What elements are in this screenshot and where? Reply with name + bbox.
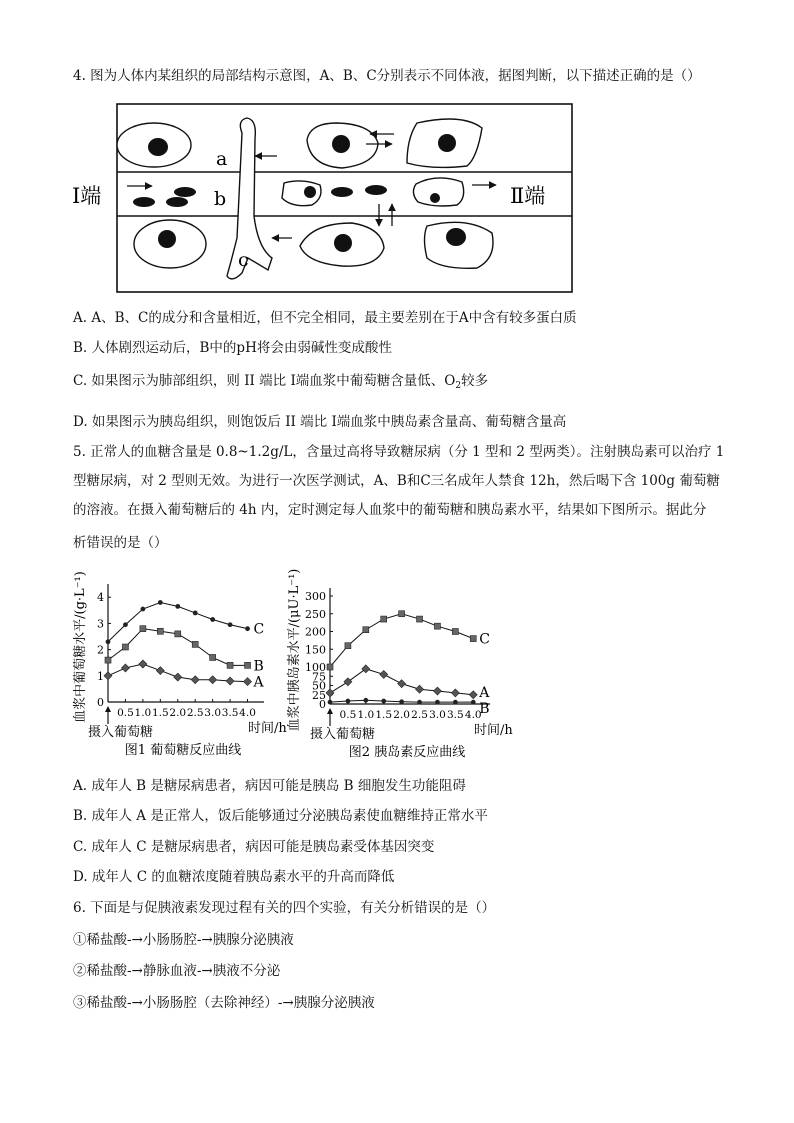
point-C <box>399 611 405 617</box>
y-tick-label: 150 <box>305 643 326 657</box>
x-tick-label: 1.0 <box>134 707 152 719</box>
label-b: b <box>214 188 227 210</box>
intake-arrow-head <box>105 706 111 712</box>
x-tick-label: 3.5 <box>221 707 239 719</box>
x-axis-label: 时间/h <box>248 721 287 736</box>
point-A <box>451 689 459 697</box>
point-A <box>326 689 334 697</box>
point-B <box>381 699 386 704</box>
x-tick-label: 3.5 <box>446 709 464 721</box>
label-right-end: Ⅱ端 <box>510 184 546 208</box>
glucose-chart <box>72 562 287 762</box>
point-C <box>470 636 476 642</box>
x-annotation: 摄入葡萄糖 <box>310 727 376 742</box>
q5-option-c: C. 成年人 C 是糖尿病患者，病因可能是胰岛素受体基因突变 <box>73 839 435 855</box>
series-label-C: C <box>479 631 490 648</box>
x-tick-label: 1.5 <box>375 709 393 721</box>
y-tick-label: 1 <box>97 669 104 683</box>
point-A <box>433 687 441 695</box>
point-B <box>192 641 198 647</box>
q5-stem-1: 5. 正常人的血糖含量是 0.8~1.2g/L，含量过高将导致糖尿病（分 1 型和 2 型两类）。注射胰岛素可以治疗 1 <box>73 444 725 460</box>
point-C <box>175 604 180 609</box>
point-A <box>344 678 352 686</box>
point-A <box>380 670 388 678</box>
label-left-end: Ⅰ端 <box>72 184 102 208</box>
point-B <box>346 699 351 704</box>
point-B <box>140 626 146 632</box>
chart-title: 图1 葡萄糖反应曲线 <box>124 743 242 758</box>
point-B <box>453 700 458 705</box>
x-tick-label: 2.0 <box>393 709 410 721</box>
q5-option-a: A. 成年人 B 是糖尿病患者，病因可能是胰岛 B 细胞发生功能阻碍 <box>73 778 466 794</box>
q5-stem-4: 析错误的是（） <box>73 535 168 551</box>
point-C <box>140 607 145 612</box>
insulin-chart <box>286 562 516 762</box>
point-A <box>398 680 406 688</box>
y-tick-label: 3 <box>97 617 104 631</box>
point-A <box>174 673 182 681</box>
point-A <box>209 676 217 684</box>
point-C <box>417 616 423 622</box>
label-c: c <box>238 249 249 271</box>
y-axis-label: 血浆中胰岛素水平/(μU·L⁻¹) <box>287 568 302 732</box>
point-B <box>227 662 233 668</box>
point-C <box>345 643 351 649</box>
x-tick-label: 3.0 <box>429 709 446 721</box>
point-A <box>156 667 164 675</box>
point-A <box>121 664 129 672</box>
q6-stem: 6. 下面是与促胰液素发现过程有关的四个实验，有关分析错误的是（） <box>73 900 496 916</box>
point-C <box>327 664 333 670</box>
y-tick-label: 2 <box>97 643 104 657</box>
x-tick-label: 1.5 <box>151 707 169 719</box>
point-C <box>193 611 198 616</box>
point-C <box>381 616 387 622</box>
label-a: a <box>216 148 228 170</box>
q6-exp-3: ③稀盐酸-→小肠肠腔（去除神经）-→胰腺分泌胰液 <box>73 995 375 1011</box>
x-axis-label: 时间/h <box>474 723 513 738</box>
series-label-A: A <box>253 674 264 691</box>
tissue-diagram <box>72 98 582 298</box>
point-B <box>417 700 422 705</box>
point-B <box>157 628 163 634</box>
point-B <box>210 654 216 660</box>
point-B <box>122 644 128 650</box>
point-A <box>191 676 199 684</box>
intake-arrow-head <box>327 708 333 714</box>
x-tick-label: 0.5 <box>339 709 357 721</box>
point-A <box>226 677 234 685</box>
point-B <box>363 698 368 703</box>
y-tick-label: 0 <box>319 698 326 711</box>
point-C <box>434 623 440 629</box>
series-line-C <box>330 614 473 667</box>
point-B <box>175 631 181 637</box>
x-tick-label: 1.0 <box>357 709 375 721</box>
point-A <box>416 685 424 693</box>
x-tick-label: 3.0 <box>204 707 222 719</box>
point-B <box>435 700 440 705</box>
q5-option-b: B. 成年人 A 是正常人，饭后能够通过分泌胰岛素使血糖维持正常水平 <box>73 808 488 824</box>
y-tick-label: 300 <box>305 590 326 603</box>
q4-option-d: D. 如果图示为胰岛组织，则饱饭后 II 端比 I端血浆中胰岛素含量高、葡萄糖含量高 <box>73 414 567 430</box>
y-tick-label: 250 <box>305 607 326 621</box>
point-C <box>452 629 458 635</box>
point-B <box>399 699 404 704</box>
series-label-B: B <box>479 701 490 718</box>
q5-option-d: D. 成年人 C 的血糖浓度随着胰岛素水平的升高而降低 <box>73 869 395 885</box>
chart-title: 图2 胰岛素反应曲线 <box>348 745 466 760</box>
point-A <box>469 691 477 699</box>
y-tick-label: 25 <box>312 688 326 702</box>
x-tick-label: 4.0 <box>464 709 482 721</box>
point-C <box>158 600 163 605</box>
series-label-B: B <box>253 658 264 675</box>
point-B <box>328 700 333 705</box>
y-tick-label: 50 <box>312 679 326 693</box>
y-axis-label: 血浆中葡萄糖水平/(g·L⁻¹) <box>73 571 88 723</box>
q4-option-a: A. A、B、C的成分和含量相近，但不完全相同，最主要差别在于A中含有较多蛋白质 <box>73 310 577 326</box>
series-label-A: A <box>479 684 490 701</box>
point-C <box>245 626 250 631</box>
point-A <box>104 672 112 680</box>
q4-option-c: C. 如果图示为肺部组织，则 II 端比 I端血浆中葡萄糖含量低、$O_2$较多 <box>73 373 489 391</box>
y-tick-label: 75 <box>312 670 326 684</box>
point-B <box>471 700 476 705</box>
point-B <box>105 657 111 663</box>
x-tick-label: 2.5 <box>186 707 204 719</box>
x-tick-label: 2.0 <box>169 707 187 719</box>
q5-stem-2: 型糖尿病，对 2 型则无效。为进行一次医学测试，A、B和C三名成年人禁食 12h，然后喝下含 100g 葡萄糖 <box>73 473 720 489</box>
x-tick-label: 0.5 <box>117 707 134 719</box>
q5-stem-3: 的溶液。在摄入葡萄糖后的 4h 内，定时测定每人血浆中的葡萄糖和胰岛素水平，结果如下图所示。据此分 <box>73 502 707 518</box>
point-A <box>244 678 252 686</box>
y-tick-label: 200 <box>305 625 326 639</box>
q4-option-b: B. 人体剧烈运动后，B中的pH将会由弱碱性变成酸性 <box>73 340 392 356</box>
y-tick-label: 0 <box>97 696 104 709</box>
x-annotation: 摄入葡萄糖 <box>88 725 154 740</box>
x-tick-label: 4.0 <box>239 707 256 719</box>
point-C <box>106 639 111 644</box>
series-label-C: C <box>253 621 265 638</box>
q4-stem: 4. 图为人体内某组织的局部结构示意图，A、B、C分别表示不同体液，据图判断，以下描述正确的是（） <box>73 68 701 84</box>
point-C <box>123 622 128 627</box>
x-tick-label: 2.5 <box>411 709 428 721</box>
point-C <box>210 617 215 622</box>
point-B <box>245 662 251 668</box>
q6-exp-2: ②稀盐酸-→静脉血液-→胰液不分泌 <box>73 963 281 979</box>
y-tick-label: 100 <box>305 661 326 674</box>
q6-exp-1: ①稀盐酸-→小肠肠腔-→胰腺分泌胰液 <box>73 932 294 948</box>
point-C <box>228 622 233 627</box>
y-tick-label: 4 <box>97 591 104 605</box>
point-A <box>362 665 370 673</box>
point-A <box>139 660 147 668</box>
point-C <box>363 627 369 633</box>
